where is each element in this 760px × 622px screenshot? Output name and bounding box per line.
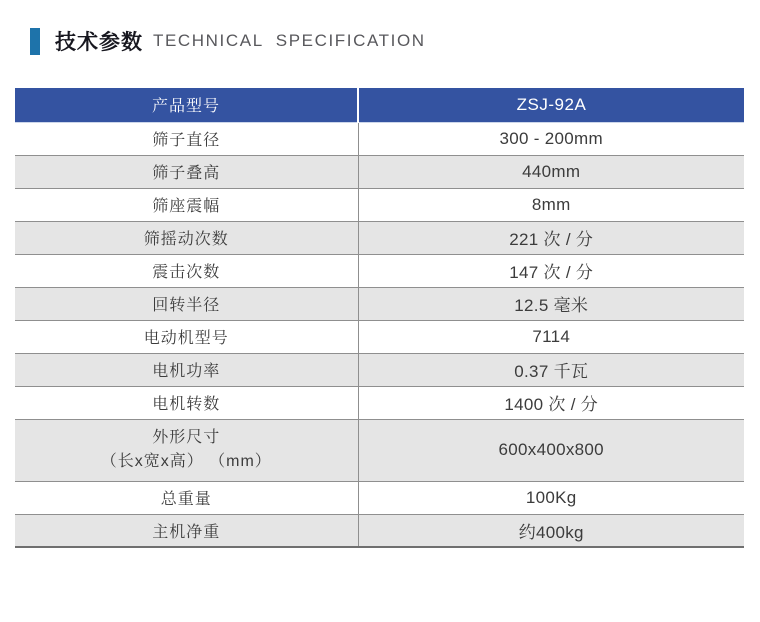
table-header-param-label: 产品型号 (15, 88, 358, 122)
spec-row-value: 7114 (358, 320, 744, 353)
spec-row-label: 回转半径 (15, 287, 358, 320)
spec-row (15, 254, 744, 287)
spec-table-head (15, 88, 744, 122)
spec-row-label: 筛摇动次数 (15, 221, 358, 254)
spec-row (15, 122, 744, 155)
spec-row (15, 188, 744, 221)
spec-row-label-line1: 外形尺寸 (152, 429, 221, 446)
spec-row (15, 353, 744, 386)
spec-row-value: 221 次 / 分 (358, 221, 744, 254)
spec-row (15, 320, 744, 353)
spec-row-label: 电动机型号 (15, 320, 358, 353)
table-header-row (15, 88, 744, 122)
spec-row-label-line2: （长x宽x高） （mm） (100, 453, 272, 470)
spec-row (15, 221, 744, 254)
spec-row (15, 419, 744, 481)
title-accent-bar (30, 28, 40, 55)
spec-row-value: 8mm (358, 188, 744, 221)
spec-row (15, 155, 744, 188)
spec-table (15, 88, 744, 548)
spec-row (15, 287, 744, 320)
spec-row-value: 12.5 毫米 (358, 287, 744, 320)
spec-row-value: 100Kg (358, 481, 744, 514)
spec-row (15, 386, 744, 419)
section-header (30, 26, 426, 56)
spec-row-value: 约400kg (358, 514, 744, 547)
section-title-en: TECHNICAL SPECIFICATION (153, 31, 426, 50)
section-title-zh: 技术参数 (55, 31, 143, 54)
spec-row-value: 0.37 千瓦 (358, 353, 744, 386)
spec-row-value: 1400 次 / 分 (358, 386, 744, 419)
spec-row-label: 筛座震幅 (15, 188, 358, 221)
spec-row-value: 440mm (358, 155, 744, 188)
spec-row-value: 147 次 / 分 (358, 254, 744, 287)
spec-row (15, 481, 744, 514)
table-header-model-value: ZSJ-92A (358, 88, 744, 122)
spec-row-label: 主机净重 (15, 514, 358, 547)
spec-row-label: 电机功率 (15, 353, 358, 386)
spec-row-label: 筛子直径 (15, 122, 358, 155)
spec-row-label: 总重量 (15, 481, 358, 514)
spec-row-label: 震击次数 (15, 254, 358, 287)
spec-row-label: 电机转数 (15, 386, 358, 419)
spec-row-value: 300 - 200mm (358, 122, 744, 155)
spec-row-label (15, 419, 358, 481)
spec-row (15, 514, 744, 547)
spec-table-body (15, 122, 744, 547)
spec-row-value: 600x400x800 (358, 419, 744, 481)
spec-row-label: 筛子叠高 (15, 155, 358, 188)
